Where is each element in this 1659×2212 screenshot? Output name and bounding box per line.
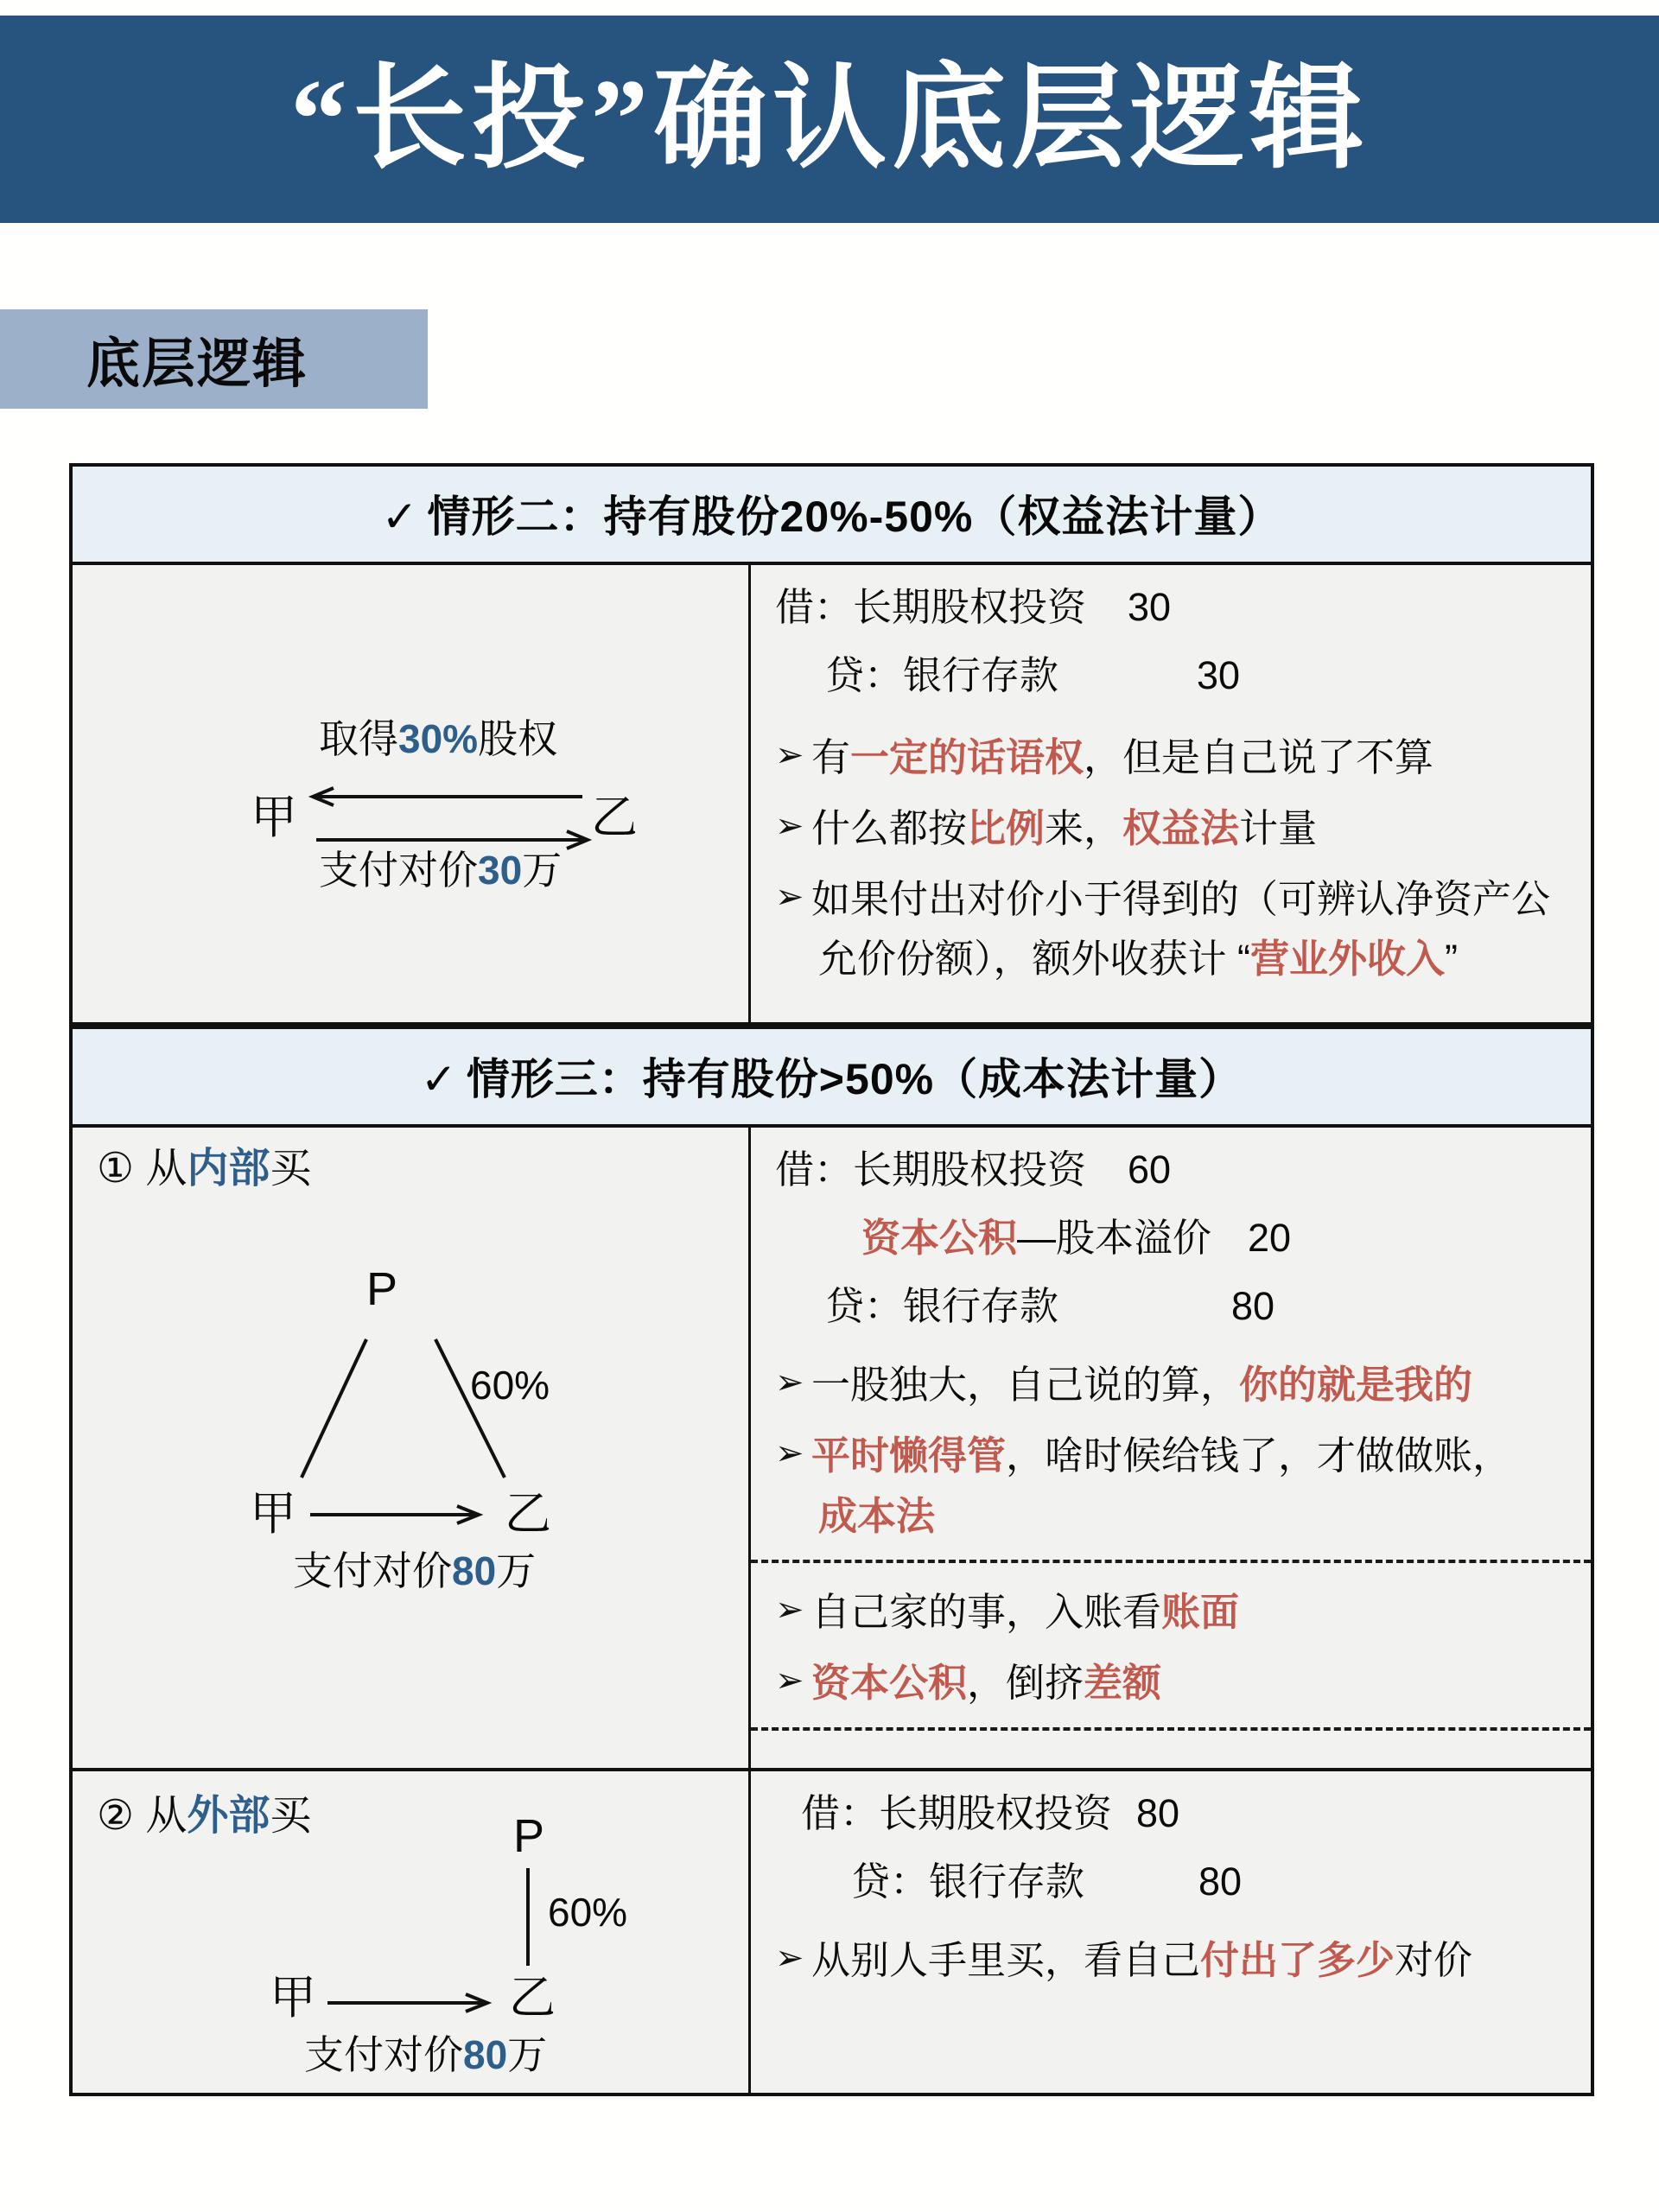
case3-sub1-bullet-list: [775, 1355, 1565, 1546]
dashed-divider: [751, 1560, 1591, 1563]
bullet-arrow-icon: ➢: [775, 1433, 804, 1472]
diagram-party-yi: 乙: [591, 791, 638, 843]
case3-sub2-bullet-list: [775, 1930, 1565, 1991]
list-item: [775, 1355, 1565, 1415]
case3-sub1-row: [73, 1128, 1591, 1771]
dashed-divider-bottom: [751, 1727, 1591, 1731]
bullet-text: 有一定的话语权，但是自己说了不算: [811, 735, 1434, 779]
bullet-text-continuation: 成本法: [818, 1493, 936, 1538]
list-item: [775, 798, 1565, 859]
case3-sub2-content-cell: [751, 1771, 1591, 2093]
case3-sub2-row: [73, 1771, 1591, 2093]
title-banner: [0, 16, 1659, 223]
case3-sub1-content-cell: [751, 1128, 1591, 1768]
diagram-parent-p: P: [366, 1263, 398, 1315]
bullet-arrow-icon: ➢: [775, 877, 804, 916]
check-icon: ✓: [420, 1055, 458, 1103]
bullet-arrow-icon: ➢: [775, 1662, 804, 1700]
bullet-arrow-icon: ➢: [775, 736, 804, 774]
case3-sub2-diagram: [73, 1771, 748, 2093]
list-item: [775, 1426, 1565, 1547]
bullet-text: 如果付出对价小于得到的（可辨认净资产公 允价份额），额外收获计 “营业外收入”: [811, 869, 1565, 990]
diagram-party-jia: 甲: [250, 1488, 296, 1540]
bullet-text-continuation: 允价份额），额外收获计 “营业外收入”: [818, 937, 1459, 982]
case3-sub1-journal-entry: [775, 1147, 1565, 1328]
case2-content-cell: [751, 565, 1591, 1022]
content-table: [69, 463, 1594, 2096]
case2-diagram: [73, 565, 748, 1022]
bullet-arrow-icon: ➢: [775, 806, 804, 845]
case2-header-row: [73, 467, 1591, 565]
bullet-arrow-icon: ➢: [775, 1591, 804, 1630]
diagram-parent-p: P: [513, 1810, 545, 1862]
case2-diagram-cell: [73, 565, 751, 1022]
list-item: [775, 869, 1565, 990]
case3-header-text: [421, 1055, 1243, 1103]
diagram-party-jia: 甲: [270, 1972, 316, 2024]
case2-header-text: [382, 493, 1282, 541]
list-item: [775, 1582, 1565, 1643]
journal-line-debit: 借：长期股权投资 60: [775, 1147, 1172, 1192]
section-header-label: 底层逻辑: [86, 334, 308, 394]
case3-header-label: 情形三：持有股份>50%（成本法计量）: [466, 1055, 1243, 1103]
diagram-lines-svg: [73, 1128, 751, 1771]
section-header-chip: [0, 309, 428, 409]
case3-sub1-diagram-cell: [73, 1128, 751, 1768]
case3-sub2-journal-entry: [775, 1791, 1565, 1904]
diagram-top-label: 取得30%股权: [319, 716, 558, 761]
diagram-bottom-label: 支付对价80万: [293, 1548, 537, 1593]
bullet-text: 什么都按比例来，权益法计量: [811, 805, 1318, 850]
bullet-text: 资本公积，倒挤差额: [811, 1661, 1162, 1705]
diagram-party-yi: 乙: [505, 1488, 551, 1540]
journal-line-debit: 借：长期股权投资 30: [775, 585, 1172, 629]
list-item: [775, 728, 1565, 788]
bullet-text: 一股独大，自己说的算，你的就是我的: [811, 1363, 1473, 1407]
diagram-arrows-svg: [73, 565, 751, 1001]
case3-sub1-bullet-list-secondary: [775, 1582, 1565, 1713]
bullet-arrow-icon: ➢: [775, 1939, 804, 1977]
sub1-label: ① 从内部买: [97, 1146, 312, 1192]
case3-sub2-diagram-cell: [73, 1771, 751, 2093]
diagram-bottom-label: 支付对价30万: [319, 848, 563, 893]
diagram-bottom-label: 支付对价80万: [304, 2032, 548, 2077]
sub2-label: ② 从外部买: [97, 1793, 312, 1839]
case3-header-row: [73, 1026, 1591, 1128]
journal-line-capital-reserve: 资本公积 —股本溢价 20: [861, 1216, 1292, 1260]
page-title: “长投”确认底层逻辑: [290, 55, 1369, 182]
bullet-text: 自己家的事，入账看账面: [811, 1590, 1240, 1635]
check-icon: ✓: [381, 493, 419, 541]
bullet-text: 从别人手里买，看自己付出了多少对价: [811, 1938, 1473, 1982]
case3-sub1-diagram: [73, 1128, 748, 1768]
diagram-pct-label: 60%: [548, 1890, 628, 1935]
bullet-text: 平时懒得管，啥时候给钱了，才做做账， 成本法: [811, 1426, 1565, 1547]
list-item: [775, 1930, 1565, 1991]
diagram-party-yi: 乙: [509, 1972, 556, 2024]
case2-bullet-list: [775, 728, 1565, 989]
case2-header-label: 情形二：持有股份20%-50%（权益法计量）: [427, 493, 1282, 541]
bullet-arrow-icon: ➢: [775, 1363, 804, 1402]
diagram-lines-svg: [73, 1771, 751, 2093]
diagram-pct-label: 60%: [470, 1363, 550, 1408]
journal-line-debit: 借：长期股权投资 80: [801, 1791, 1180, 1835]
journal-line-credit: 贷：银行存款 80: [851, 1859, 1243, 1904]
list-item: [775, 1653, 1565, 1713]
journal-line-credit: 贷：银行存款 80: [825, 1284, 1275, 1328]
case2-journal-entry: [775, 585, 1565, 697]
journal-line-credit: 贷：银行存款 30: [825, 653, 1241, 697]
diagram-party-jia: 甲: [251, 791, 297, 843]
case2-body-row: [73, 565, 1591, 1026]
